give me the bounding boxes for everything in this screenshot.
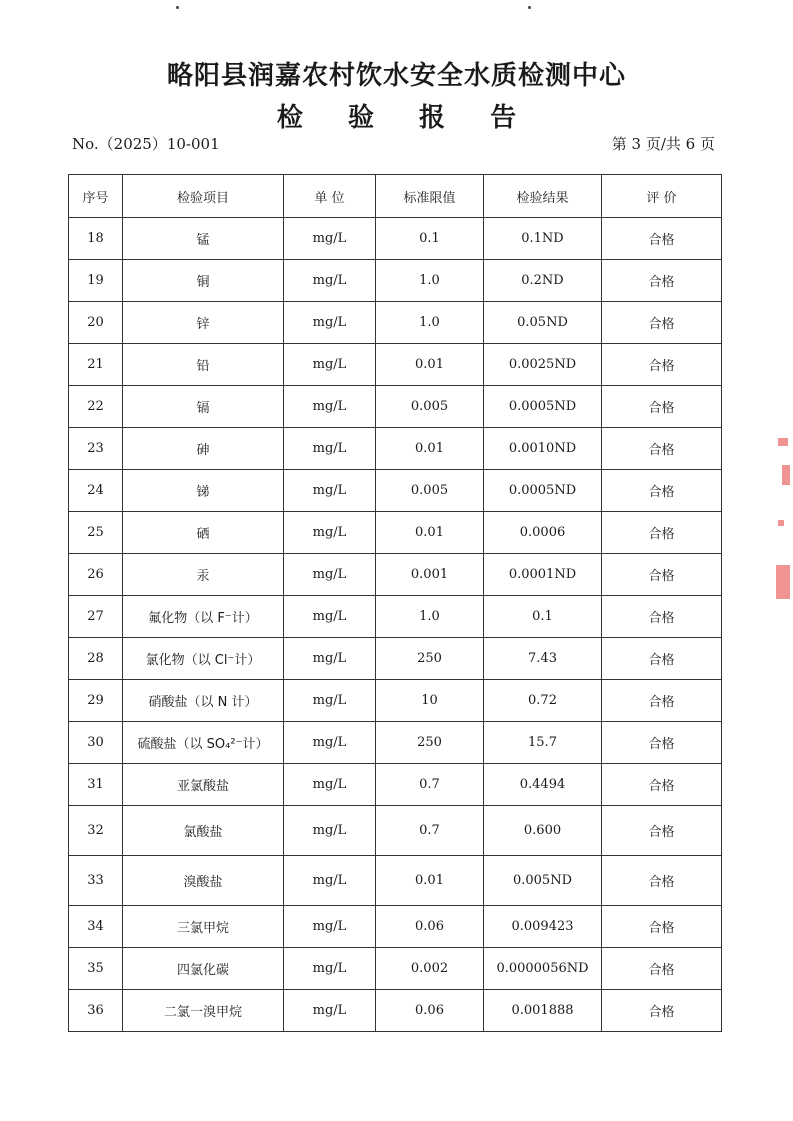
limit-cell: 1.0 [376,260,484,302]
table-row [69,856,722,906]
eval-cell: 合格 [602,260,722,302]
result-cell: 0.0001ND [484,554,602,596]
limit-cell: 1.0 [376,596,484,638]
item-cell: 硝酸盐（以 N 计） [123,680,284,722]
row-number: 22 [69,386,123,428]
eval-cell: 合格 [602,722,722,764]
limit-cell: 0.7 [376,764,484,806]
row-number: 35 [69,948,123,990]
row-number: 19 [69,260,123,302]
table-header-row [69,175,722,218]
result-cell: 0.0010ND [484,428,602,470]
report-subtitle: 检 验 报 告 [276,103,535,133]
item-cell: 三氯甲烷 [123,906,284,948]
item-cell: 硒 [123,512,284,554]
limit-cell: 0.01 [376,856,484,906]
item-cell: 溴酸盐 [123,856,284,906]
result-cell: 0.0005ND [484,470,602,512]
eval-cell: 合格 [602,948,722,990]
unit-cell: mg/L [284,554,376,596]
row-number: 34 [69,906,123,948]
seal-stamp-fragment [776,565,790,599]
result-cell: 0.0025ND [484,344,602,386]
column-header-limit: 标准限值 [376,175,484,218]
limit-cell: 1.0 [376,302,484,344]
eval-cell: 合格 [602,428,722,470]
row-number: 20 [69,302,123,344]
unit-cell: mg/L [284,218,376,260]
table-row [69,722,722,764]
limit-cell: 250 [376,638,484,680]
column-header-evaluation: 评 价 [602,175,722,218]
eval-cell: 合格 [602,302,722,344]
column-header-unit: 单 位 [284,175,376,218]
table-row [69,596,722,638]
item-cell: 铜 [123,260,284,302]
eval-cell: 合格 [602,386,722,428]
item-cell: 砷 [123,428,284,470]
eval-cell: 合格 [602,990,722,1032]
row-number: 36 [69,990,123,1032]
results-table [68,174,722,1032]
limit-cell: 0.06 [376,906,484,948]
unit-cell: mg/L [284,344,376,386]
result-cell: 15.7 [484,722,602,764]
row-number: 31 [69,764,123,806]
limit-cell: 0.06 [376,990,484,1032]
seal-stamp-fragment [778,438,788,446]
eval-cell: 合格 [602,596,722,638]
unit-cell: mg/L [284,948,376,990]
row-number: 26 [69,554,123,596]
item-cell: 汞 [123,554,284,596]
row-number: 32 [69,806,123,856]
row-number: 27 [69,596,123,638]
row-number: 18 [69,218,123,260]
unit-cell: mg/L [284,638,376,680]
row-number: 29 [69,680,123,722]
item-cell: 亚氯酸盐 [123,764,284,806]
seal-stamp-fragment [782,465,790,485]
page-indicator: 第 3 页/共 6 页 [611,135,715,153]
item-cell: 锌 [123,302,284,344]
table-row [69,260,722,302]
limit-cell: 0.01 [376,512,484,554]
result-cell: 0.2ND [484,260,602,302]
unit-cell: mg/L [284,512,376,554]
unit-cell: mg/L [284,302,376,344]
result-cell: 0.1ND [484,218,602,260]
seal-stamp-fragment [778,520,784,526]
unit-cell: mg/L [284,990,376,1032]
eval-cell: 合格 [602,680,722,722]
unit-cell: mg/L [284,386,376,428]
item-cell: 氟化物（以 F⁻计） [123,596,284,638]
item-cell: 氯酸盐 [123,806,284,856]
limit-cell: 0.005 [376,470,484,512]
result-cell: 0.0000056ND [484,948,602,990]
limit-cell: 10 [376,680,484,722]
eval-cell: 合格 [602,906,722,948]
row-number: 21 [69,344,123,386]
result-cell: 0.600 [484,806,602,856]
eval-cell: 合格 [602,218,722,260]
item-cell: 锑 [123,470,284,512]
result-cell: 0.05ND [484,302,602,344]
limit-cell: 250 [376,722,484,764]
unit-cell: mg/L [284,260,376,302]
result-cell: 0.009423 [484,906,602,948]
result-cell: 0.001888 [484,990,602,1032]
unit-cell: mg/L [284,764,376,806]
result-cell: 0.0006 [484,512,602,554]
column-header-result: 检验结果 [484,175,602,218]
limit-cell: 0.1 [376,218,484,260]
table-row [69,806,722,856]
row-number: 25 [69,512,123,554]
table-row [69,470,722,512]
limit-cell: 0.7 [376,806,484,856]
item-cell: 铅 [123,344,284,386]
result-cell: 0.1 [484,596,602,638]
result-cell: 7.43 [484,638,602,680]
eval-cell: 合格 [602,512,722,554]
unit-cell: mg/L [284,906,376,948]
table-row [69,990,722,1032]
unit-cell: mg/L [284,470,376,512]
eval-cell: 合格 [602,806,722,856]
row-number: 23 [69,428,123,470]
table-row [69,764,722,806]
column-header-item: 检验项目 [123,175,284,218]
table-row [69,906,722,948]
result-cell: 0.72 [484,680,602,722]
unit-cell: mg/L [284,428,376,470]
eval-cell: 合格 [602,470,722,512]
table-row [69,554,722,596]
row-number: 30 [69,722,123,764]
unit-cell: mg/L [284,856,376,906]
table-row [69,428,722,470]
row-number: 24 [69,470,123,512]
item-cell: 四氯化碳 [123,948,284,990]
row-number: 28 [69,638,123,680]
limit-cell: 0.01 [376,428,484,470]
limit-cell: 0.01 [376,344,484,386]
table-row [69,218,722,260]
eval-cell: 合格 [602,344,722,386]
eval-cell: 合格 [602,554,722,596]
scan-mark [528,6,531,9]
table-row [69,638,722,680]
eval-cell: 合格 [602,764,722,806]
table-row [69,386,722,428]
eval-cell: 合格 [602,856,722,906]
result-cell: 0.0005ND [484,386,602,428]
unit-cell: mg/L [284,596,376,638]
item-cell: 锰 [123,218,284,260]
table-row [69,302,722,344]
scan-mark [176,6,179,9]
unit-cell: mg/L [284,722,376,764]
limit-cell: 0.005 [376,386,484,428]
item-cell: 镉 [123,386,284,428]
item-cell: 氯化物（以 Cl⁻计） [123,638,284,680]
table-row [69,680,722,722]
unit-cell: mg/L [284,680,376,722]
table-row [69,344,722,386]
eval-cell: 合格 [602,638,722,680]
column-header-no: 序号 [69,175,123,218]
report-title: 略阳县润嘉农村饮水安全水质检测中心 [166,61,626,91]
report-number: No.（2025）10-001 [72,135,220,153]
unit-cell: mg/L [284,806,376,856]
item-cell: 硫酸盐（以 SO₄²⁻计） [123,722,284,764]
table-row [69,948,722,990]
result-cell: 0.4494 [484,764,602,806]
row-number: 33 [69,856,123,906]
item-cell: 二氯一溴甲烷 [123,990,284,1032]
table-row [69,512,722,554]
limit-cell: 0.002 [376,948,484,990]
result-cell: 0.005ND [484,856,602,906]
limit-cell: 0.001 [376,554,484,596]
